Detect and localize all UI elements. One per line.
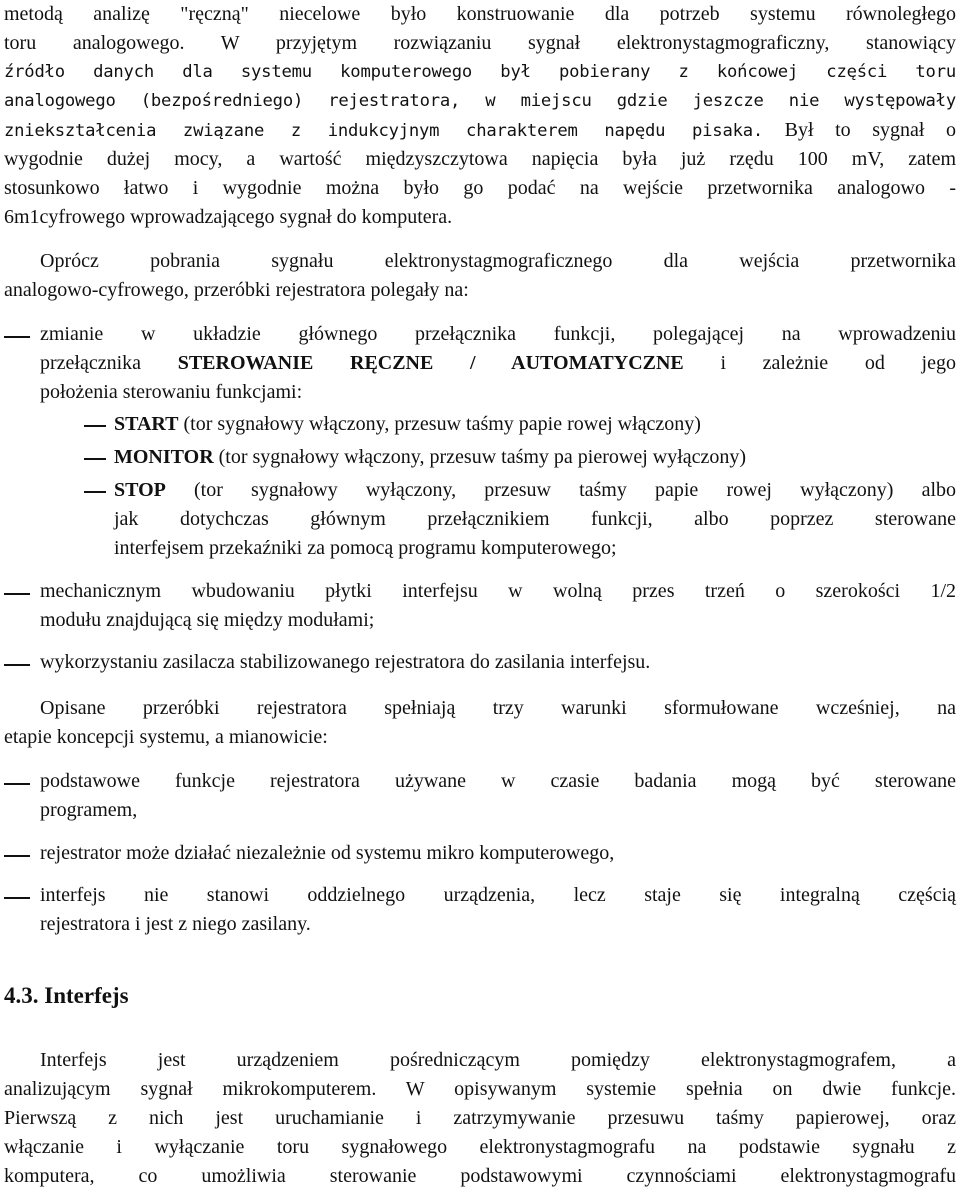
sublist-item bbox=[114, 410, 956, 439]
paragraph-line: 6m1cyfrowego wprowadzającego sygnał do komputera. bbox=[4, 206, 453, 228]
list-item-fragment: przełącznika bbox=[40, 352, 178, 374]
list-bullet-dash bbox=[4, 897, 30, 899]
paragraph-line: wygodnie dużej mocy, a wartość międzyszczytowa napięcia była już rzędu 100 mV, zatem bbox=[4, 148, 956, 170]
sublist-item-bold: MONITOR bbox=[114, 446, 214, 468]
list-item-line: położenia sterowaniu funkcjami: bbox=[40, 381, 303, 403]
sublist-item-line: jak dotychczas głównym przełącznikiem funkcji, albo poprzez sterowane bbox=[114, 508, 956, 530]
list-item-line-mixed bbox=[40, 349, 956, 378]
sublist-item bbox=[114, 443, 956, 472]
sublist-item-line: interfejsem przekaźniki za pomocą programu komputerowego; bbox=[114, 537, 617, 559]
paragraph-line: źródło danych dla systemu komputerowego był pobierany z końcowej części toru bbox=[4, 62, 956, 82]
sublist-bullet-dash bbox=[84, 425, 106, 427]
list-item-line: podstawowe funkcje rejestratora używane w czasie badania mogą być sterowane bbox=[40, 770, 956, 792]
list-item-line: interfejs nie stanowi oddzielnego urządzenia, lecz staje się integralną częścią bbox=[40, 884, 956, 906]
sublist-item-bold: STOP bbox=[114, 479, 166, 501]
list-item-line: rejestrator może działać niezależnie od systemu mikro komputerowego, bbox=[40, 842, 615, 864]
paragraph-line: analogowo-cyfrowego, przeróbki rejestratora polegały na: bbox=[4, 279, 469, 301]
paragraph-line: toru analogowego. W przyjętym rozwiązaniu sygnał elektronystagmograficzny, stanowiący bbox=[4, 32, 956, 54]
list-bullet-dash bbox=[4, 855, 30, 857]
list-item-line: programem, bbox=[40, 799, 138, 821]
sublist-bullet-dash bbox=[84, 491, 106, 493]
list-item-line: mechanicznym wbudowaniu płytki interfejsu w wolną przes trzeń o szerokości 1/2 bbox=[40, 580, 956, 602]
paragraph-line: analogowego (bezpośredniego) rejestratora, w miejscu gdzie jeszcze nie występowały bbox=[4, 91, 956, 111]
sublist-item-text: (tor sygnałowy włączony, przesuw taśmy pa pierowej wyłączony) bbox=[213, 446, 747, 468]
sublist-bullet-dash bbox=[84, 458, 106, 460]
sublist-item-text: (tor sygnałowy włączony, przesuw taśmy papie rowej włączony) bbox=[178, 413, 701, 435]
paragraph-fragment: zniekształcenia związane z indukcyjnym charakterem napędu pisaka. bbox=[4, 121, 764, 141]
list-bullet-dash bbox=[4, 336, 30, 338]
paragraph-line: metodą analizę "ręczną" niecelowe było konstruowanie dla potrzeb systemu równoległego bbox=[4, 3, 956, 25]
paragraph-line: Interfejs jest urządzeniem pośredniczącym pomiędzy elektronystagmografem, a bbox=[40, 1049, 956, 1071]
list-bullet-dash bbox=[4, 593, 30, 595]
paragraph-line: analizującym sygnał mikrokomputerem. W opisywanym systemie spełnia on dwie funkcje. bbox=[4, 1078, 956, 1100]
list-item-fragment: i zależnie od jego bbox=[683, 352, 956, 374]
paragraph-fragment: Był to sygnał o bbox=[784, 119, 957, 141]
paragraph-line: Opisane przeróbki rejestratora spełniają trzy warunki sformułowane wcześniej, na bbox=[40, 697, 956, 719]
paragraph-line: stosunkowo łatwo i wygodnie można było go podać na wejście przetwornika analogowo - bbox=[4, 177, 956, 199]
list-bullet-dash bbox=[4, 783, 30, 785]
section-heading: 4.3. Interfejs bbox=[4, 983, 129, 1008]
list-item-line: zmianie w układzie głównego przełącznika funkcji, polegającej na wprowadzeniu bbox=[40, 323, 956, 345]
paragraph-line-mixed bbox=[4, 116, 956, 146]
paragraph-line: włączanie i wyłączanie toru sygnałowego elektronystagmografu na podstawie sygnału z bbox=[4, 1136, 956, 1158]
sublist-item bbox=[114, 476, 956, 505]
list-item-fragment-bold: STEROWANIE RĘCZNE / AUTOMATYCZNE bbox=[177, 352, 684, 374]
sublist-item-bold: START bbox=[114, 413, 179, 435]
list-bullet-dash bbox=[4, 664, 30, 666]
paragraph-line: komputera, co umożliwia sterowanie podstawowymi czynnościami elektronystagmografu bbox=[4, 1165, 956, 1187]
list-item-line: wykorzystaniu zasilacza stabilizowanego rejestratora do zasilania interfejsu. bbox=[40, 651, 651, 673]
sublist-item-text: (tor sygnałowy wyłączony, przesuw taśmy papie rowej wyłączony) albo bbox=[165, 479, 956, 501]
paragraph-line: Pierwszą z nich jest uruchamianie i zatrzymywanie przesuwu taśmy papierowej, oraz bbox=[4, 1107, 956, 1129]
paragraph-line: Oprócz pobrania sygnału elektronystagmograficznego dla wejścia przetwornika bbox=[40, 250, 956, 272]
list-item-line: rejestratora i jest z niego zasilany. bbox=[40, 913, 311, 935]
paragraph-line: etapie koncepcji systemu, a mianowicie: bbox=[4, 726, 328, 748]
list-item-line: modułu znajdującą się między modułami; bbox=[40, 609, 375, 631]
